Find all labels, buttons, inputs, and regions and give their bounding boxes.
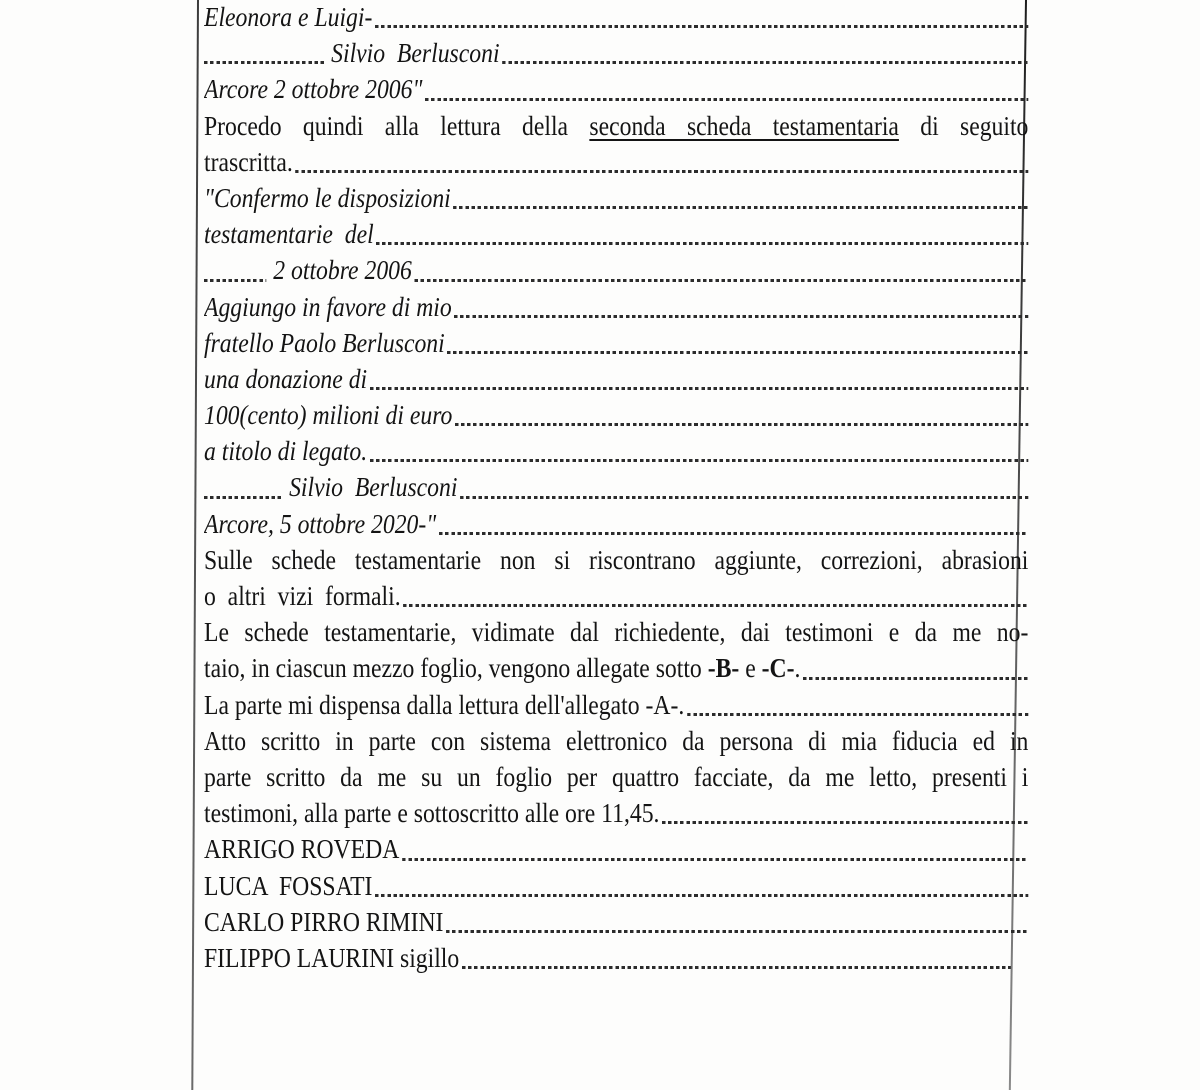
document-line — [204, 397, 1028, 433]
dotted-leader — [376, 242, 1028, 245]
document-line — [204, 904, 1028, 940]
line-text: testimoni, alla parte e sottoscritto alle ore 11,45. — [204, 798, 660, 829]
line-text: -B- — [707, 653, 740, 684]
leading-dash-rule — [204, 496, 282, 499]
line-text: ARRIGO ROVEDA — [204, 834, 400, 865]
line-text: Arcore 2 ottobre 2006" — [204, 74, 423, 105]
document-line — [204, 325, 1028, 361]
dotted-leader — [687, 713, 1028, 716]
line-text: fratello Paolo Berlusconi — [204, 327, 445, 358]
line-text: 2 ottobre 2006 — [273, 255, 412, 286]
line-text: Procedo quindi alla lettura della — [204, 110, 590, 141]
line-text: CARLO PIRRO RIMINI — [204, 906, 444, 937]
line-text: Arcore, 5 ottobre 2020-" — [204, 508, 437, 539]
line-text: taio, in ciascun mezzo foglio, vengono allegate sotto — [204, 653, 708, 684]
line-text: . — [794, 653, 801, 684]
dotted-leader — [375, 894, 1028, 897]
dotted-leader — [370, 459, 1029, 462]
leading-dash-rule — [204, 61, 324, 64]
line-text: trascritta. — [204, 146, 293, 177]
document-line — [204, 361, 1028, 397]
document-line — [204, 144, 1028, 180]
dotted-leader — [414, 279, 1028, 282]
document-line — [204, 252, 1028, 288]
dotted-leader — [446, 930, 1028, 933]
document-line — [204, 35, 1028, 71]
dotted-leader — [403, 604, 1028, 607]
document-line — [204, 759, 1028, 795]
line-text: di seguito — [898, 110, 1029, 141]
document-line — [204, 723, 1028, 759]
line-text: 100(cento) milioni di euro — [204, 400, 453, 431]
dotted-leader — [453, 206, 1028, 209]
document-line — [204, 506, 1028, 542]
document-line — [204, 940, 1028, 976]
deed-text-block — [204, 0, 1028, 976]
dotted-leader — [454, 315, 1028, 318]
line-text: Aggiungo in favore di mio — [204, 291, 452, 322]
line-text: Sulle schede testamentarie non si riscontrano aggiunte, correzioni, abrasioni — [204, 544, 1029, 575]
dotted-leader — [462, 966, 1011, 969]
dotted-leader — [425, 98, 1028, 101]
line-text: Silvio Berlusconi — [331, 38, 500, 69]
line-text: seconda scheda testamentaria — [589, 110, 899, 141]
dotted-leader — [375, 25, 1028, 28]
line-text: Eleonora e Luigi- — [204, 2, 373, 32]
line-text: e — [739, 653, 762, 684]
dotted-leader — [402, 858, 1028, 861]
line-text: o altri vizi formali. — [204, 581, 401, 611]
document-line — [204, 578, 1028, 614]
leading-dash-rule — [204, 279, 266, 282]
line-text: parte scritto da me su un foglio per quattro facciate, da me letto, presenti i — [204, 761, 1029, 792]
document-line — [204, 542, 1028, 578]
line-text: -C- — [761, 653, 795, 684]
line-text: Le schede testamentarie, vidimate dal richiedente, dai testimoni e da me no- — [204, 617, 1029, 648]
document-line — [204, 687, 1028, 723]
document-line — [204, 71, 1028, 107]
line-text: testamentarie del — [204, 219, 374, 250]
document-line — [204, 433, 1028, 469]
dotted-leader — [447, 351, 1028, 354]
document-line — [204, 216, 1028, 252]
dotted-leader — [502, 61, 1028, 64]
dotted-leader — [295, 170, 1028, 173]
dotted-leader — [803, 677, 1028, 680]
line-text: LUCA FOSSATI — [204, 870, 373, 901]
dotted-leader — [439, 532, 1029, 535]
dotted-leader — [662, 821, 1028, 824]
page-left-margin-rule — [191, 0, 199, 1090]
document-line — [204, 0, 1028, 35]
document-line — [204, 795, 1028, 831]
line-text: Atto scritto in parte con sistema elettronico da persona di mia fiducia ed in — [204, 725, 1029, 756]
document-line — [204, 831, 1028, 867]
line-text: una donazione di — [204, 363, 368, 394]
dotted-leader — [370, 387, 1029, 390]
document-line — [204, 289, 1028, 325]
dotted-leader — [460, 496, 1028, 499]
document-line — [204, 614, 1028, 650]
line-text: FILIPPO LAURINI sigillo — [204, 942, 460, 973]
document-line — [204, 180, 1028, 216]
line-text: "Confermo le disposizioni — [204, 182, 451, 213]
document-line — [204, 868, 1028, 904]
line-text: a titolo di legato. — [204, 436, 368, 467]
line-text: Silvio Berlusconi — [289, 472, 458, 503]
dotted-leader — [455, 423, 1028, 426]
document-line — [204, 108, 1028, 144]
document-line — [204, 650, 1028, 686]
document-line — [204, 469, 1028, 505]
line-text: La parte mi dispensa dalla lettura dell'allegato -A-. — [204, 689, 685, 720]
